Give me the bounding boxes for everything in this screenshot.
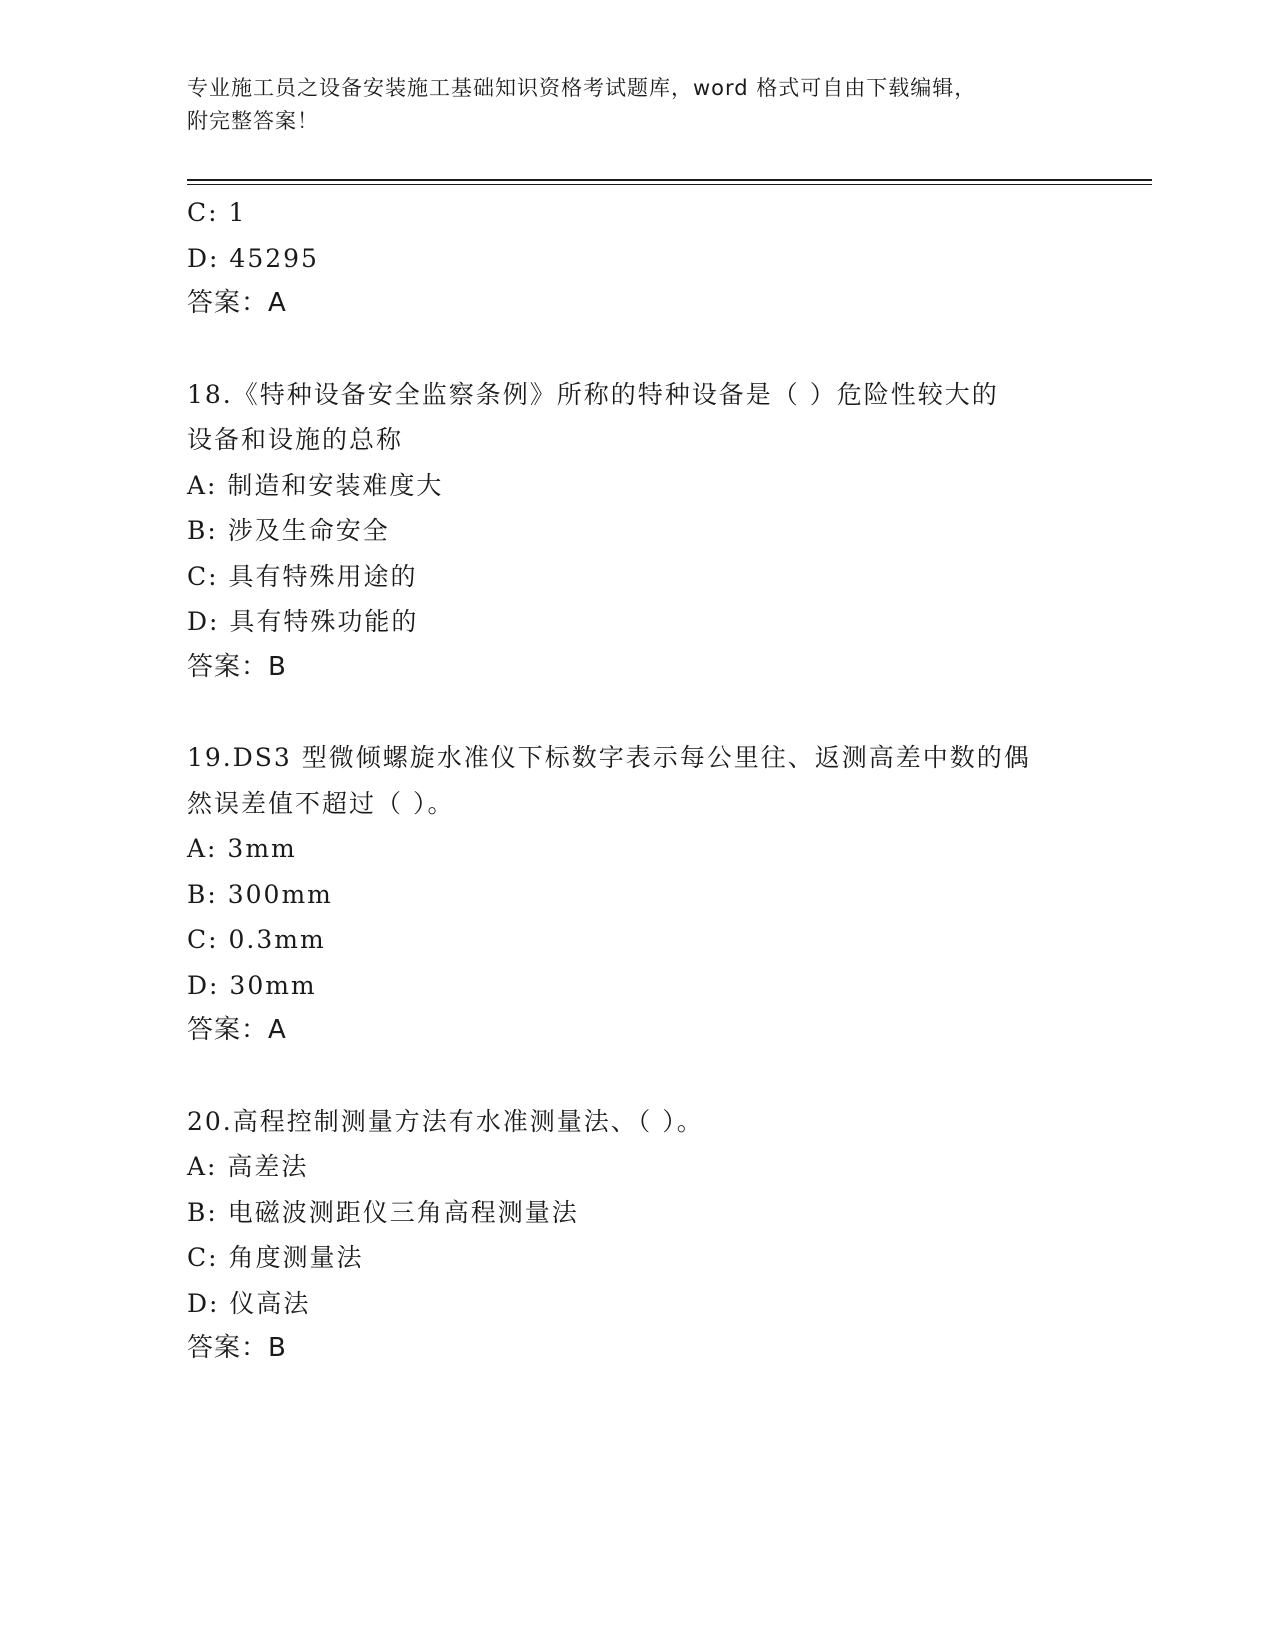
question-spacer — [187, 1054, 1087, 1099]
option-d: D: 仪高法 — [187, 1288, 311, 1318]
header-line-2: 附完整答案！ — [187, 109, 319, 133]
option-d: D: 30mm — [187, 970, 317, 1000]
question-17-tail — [187, 190, 1087, 327]
answer-label: 答案：A — [187, 1015, 287, 1045]
question-stem-continued: 设备和设施的总称 — [187, 425, 404, 454]
answer-label: 答案：B — [187, 1333, 287, 1363]
option-a: A: 制造和安装难度大 — [187, 470, 444, 500]
header-line-1: 专业施工员之设备安装施工基础知识资格考试题库，word 格式可自由下载编辑， — [187, 76, 977, 100]
option-a: A: 高差法 — [187, 1152, 309, 1181]
option-d: D: 具有特殊功能的 — [187, 607, 419, 636]
option-b: B: 涉及生命安全 — [187, 516, 390, 545]
question-stem: 18.《特种设备安全监察条例》所称的特种设备是（ ）危险性较大的 — [187, 379, 999, 409]
option-b: B: 电磁波测距仪三角高程测量法 — [187, 1197, 579, 1227]
option-a: A: 3mm — [187, 834, 297, 863]
option-c: C: 0.3mm — [187, 925, 326, 954]
question-spacer — [187, 690, 1087, 735]
option-c: C: 具有特殊用途的 — [187, 561, 418, 591]
question-list — [187, 190, 1087, 1372]
question-20 — [187, 1099, 1087, 1372]
question-stem-continued: 然误差值不超过（ ）。 — [187, 788, 455, 818]
answer-label: 答案：A — [187, 288, 287, 318]
option-c: C: 角度测量法 — [187, 1243, 364, 1272]
option-c: C: 1 — [187, 198, 247, 227]
question-stem: 20.高程控制测量方法有水准测量法、（ ）。 — [187, 1106, 704, 1136]
option-d: D: 45295 — [187, 243, 319, 273]
header-divider-thin — [187, 184, 1152, 185]
question-stem: 19.DS3 型微倾螺旋水准仪下标数字表示每公里往、返测高差中数的偶 — [187, 743, 1031, 772]
question-spacer — [187, 327, 1087, 372]
question-19 — [187, 735, 1087, 1054]
option-b: B: 300mm — [187, 879, 333, 909]
document-header — [187, 72, 1087, 138]
question-18 — [187, 372, 1087, 691]
header-divider-thick — [187, 179, 1152, 181]
answer-label: 答案：B — [187, 651, 287, 682]
